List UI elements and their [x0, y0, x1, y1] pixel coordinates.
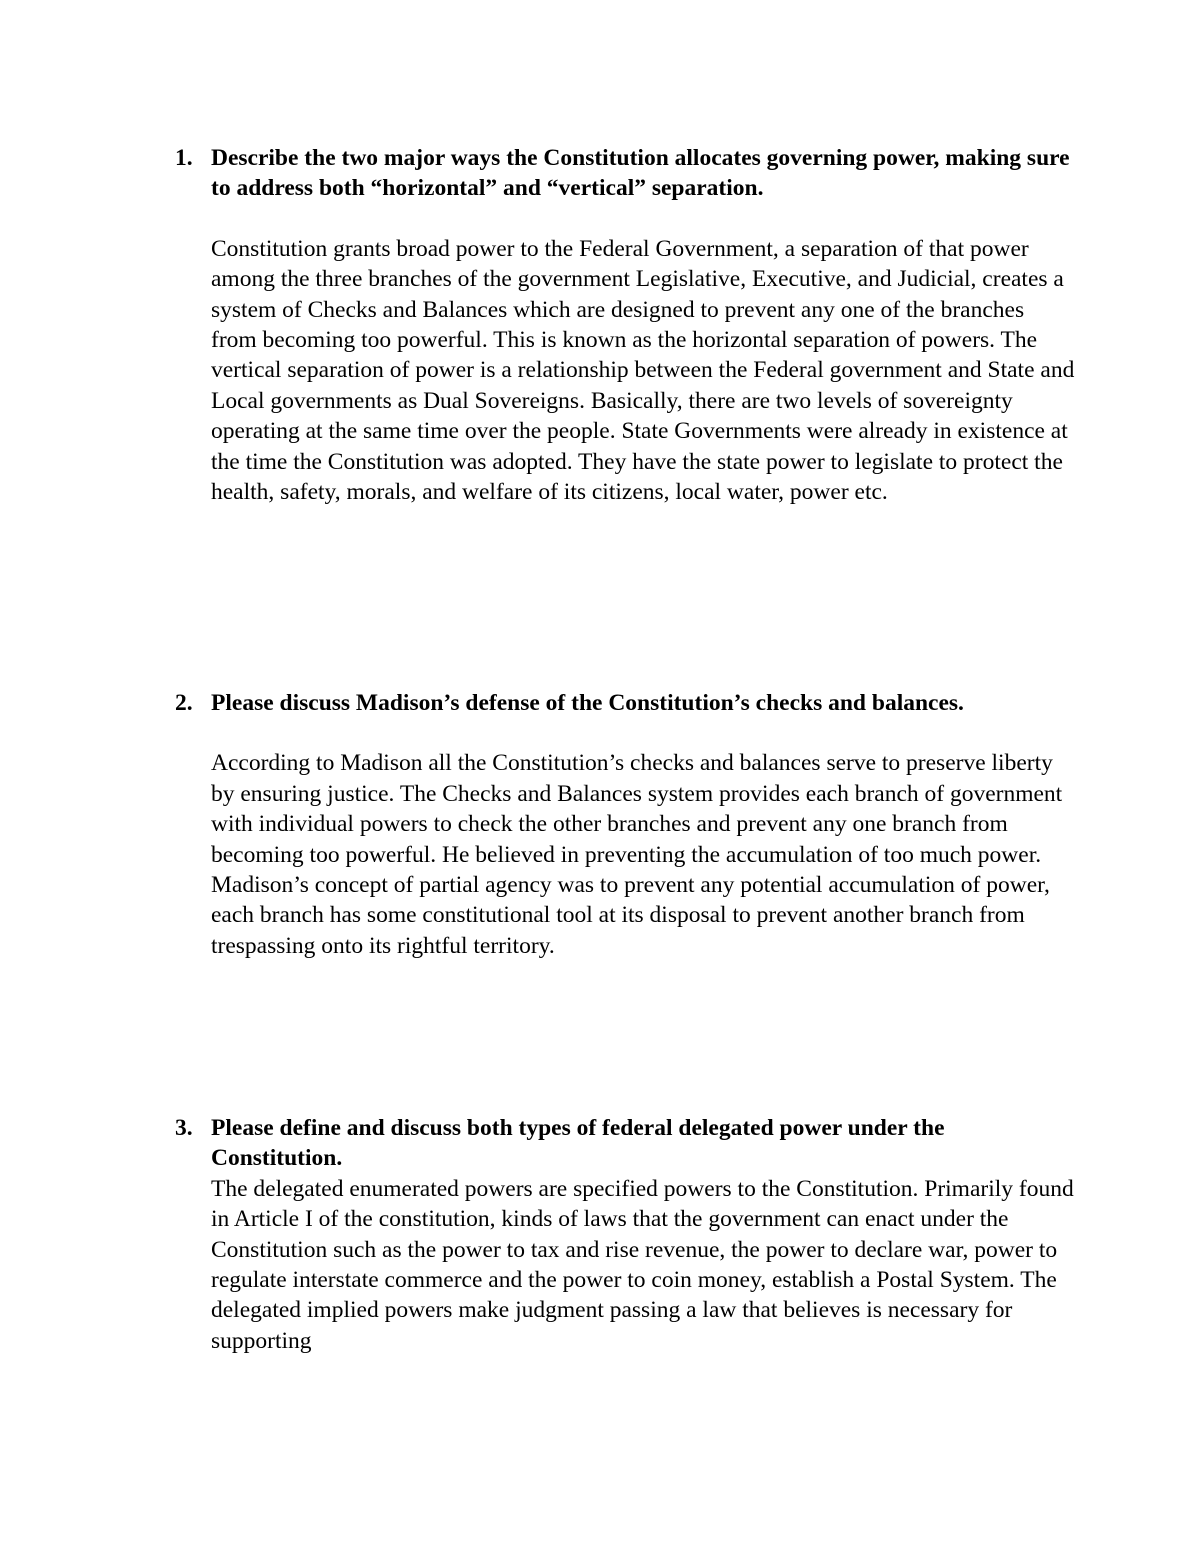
question-item-3 — [175, 1113, 1075, 1356]
question-number: 3. — [175, 1115, 193, 1141]
question-number: 1. — [175, 145, 193, 171]
answer-text: Constitution grants broad power to the Federal Government, a separation of that power among the three branches of the government Legislative, Executive, and Judicial, creates a system of Checks and Balances which are designed to prevent any one of the branches from becoming too powerful. This is known as the horizontal separation of powers. The vertical separation of power is a relationship between the Federal government and State and Local governments as Dual Sovereigns. Basically, there are two levels of sovereignty operating at the same time over the people. State Governments were already in existence at the time the Constitution was adopted. They have the state power to legislate to protect the health, safety, morals, and welfare of its citizens, local water, power etc. — [211, 235, 1075, 506]
question-text: Please discuss Madison’s defense of the Constitution’s checks and balances. — [211, 690, 964, 716]
question-text: Please define and discuss both types of federal delegated power under the Constitution. — [211, 1115, 945, 1172]
answer-text: According to Madison all the Constitution’s checks and balances serve to preserve liberty by ensuring justice. The Checks and Balances system provides each branch of government with individual powers to check the other branches and prevent any one branch from becoming too powerful. He believed in preventing the accumulation of too much power. Madison’s concept of partial agency was to prevent any potential accumulation of power, each branch has some constitutional tool at its disposal to prevent another branch from trespassing onto its rightful territory. — [211, 750, 1063, 959]
answer-text: The delegated enumerated powers are specified powers to the Constitution. Primarily found in Article I of the constitution, kinds of laws that the government can enact under the Constitution such as the power to tax and rise revenue, the power to declare war, power to regulate interstate commerce and the power to coin money, establish a Postal System. The delegated implied powers make judgment passing a law that believes is necessary for supporting — [211, 1175, 1074, 1354]
question-item-1 — [175, 143, 1075, 507]
question-text: Describe the two major ways the Constitution allocates governing power, making sure to address both “horizontal” and “vertical” separation. — [211, 145, 1070, 202]
question-number: 2. — [175, 690, 193, 716]
question-item-2 — [175, 688, 1075, 961]
